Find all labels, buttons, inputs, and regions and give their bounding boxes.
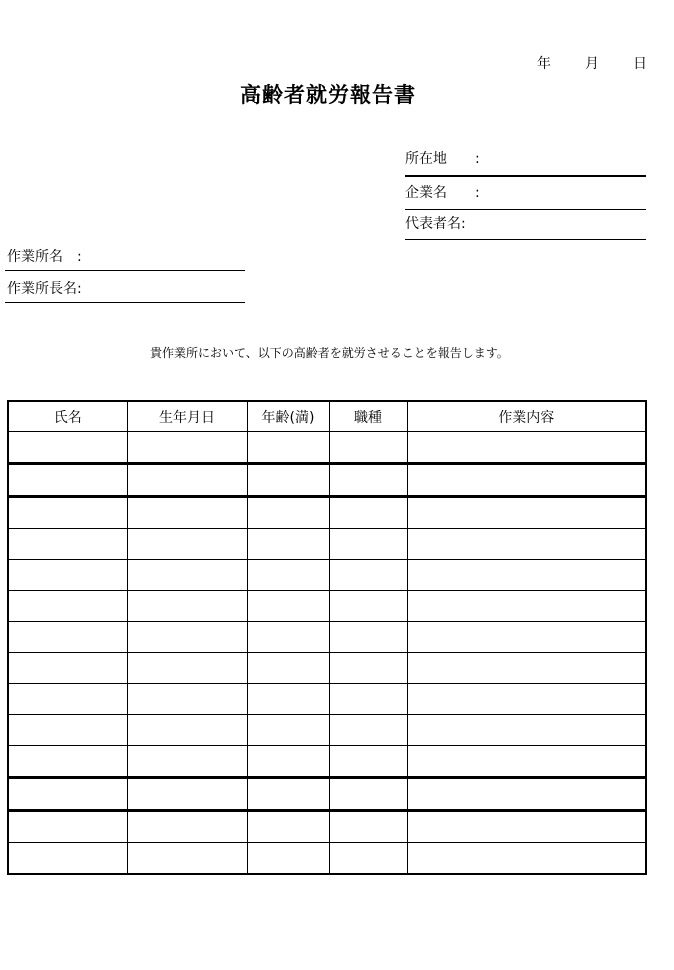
- table-row: [8, 432, 646, 464]
- table-cell[interactable]: [329, 622, 407, 653]
- table-row: [8, 591, 646, 622]
- table-cell[interactable]: [247, 622, 329, 653]
- page-title: 高齢者就労報告書: [240, 83, 416, 107]
- table-cell[interactable]: [247, 843, 329, 875]
- table-cell[interactable]: [407, 622, 646, 653]
- table-cell[interactable]: [8, 843, 127, 875]
- table-cell[interactable]: [8, 591, 127, 622]
- table-cell[interactable]: [329, 529, 407, 560]
- table-cell[interactable]: [407, 529, 646, 560]
- company-name-input-line[interactable]: [405, 209, 646, 210]
- column-header-birthdate: 生年月日: [127, 401, 247, 432]
- column-header-name: 氏名: [8, 401, 127, 432]
- report-statement: 貴作業所において、以下の高齢者を就労させることを報告します。: [150, 346, 509, 360]
- table-cell[interactable]: [247, 591, 329, 622]
- table-cell[interactable]: [329, 715, 407, 746]
- worker-table-body: [8, 432, 646, 875]
- workplace-chief-input-line[interactable]: [5, 302, 245, 303]
- location-input-line[interactable]: [405, 175, 646, 177]
- table-cell[interactable]: [8, 811, 127, 843]
- table-cell[interactable]: [407, 653, 646, 684]
- table-cell[interactable]: [127, 591, 247, 622]
- representative-name-label: 代表者名:: [405, 216, 466, 232]
- table-row: [8, 778, 646, 811]
- table-header-row: [8, 401, 646, 432]
- date-day-label: 日: [633, 56, 647, 72]
- table-cell[interactable]: [407, 715, 646, 746]
- table-row: [8, 622, 646, 653]
- table-cell[interactable]: [329, 464, 407, 497]
- table-cell[interactable]: [407, 746, 646, 778]
- table-cell[interactable]: [127, 715, 247, 746]
- table-cell[interactable]: [8, 715, 127, 746]
- table-cell[interactable]: [8, 497, 127, 529]
- table-row: [8, 843, 646, 875]
- table-cell[interactable]: [127, 746, 247, 778]
- company-name-label: 企業名 :: [405, 185, 480, 201]
- workplace-name-input-line[interactable]: [5, 270, 245, 271]
- table-cell[interactable]: [407, 464, 646, 497]
- table-cell[interactable]: [8, 622, 127, 653]
- table-cell[interactable]: [247, 497, 329, 529]
- table-cell[interactable]: [329, 778, 407, 811]
- table-cell[interactable]: [247, 653, 329, 684]
- table-cell[interactable]: [8, 432, 127, 464]
- table-row: [8, 746, 646, 778]
- table-cell[interactable]: [247, 778, 329, 811]
- table-cell[interactable]: [8, 778, 127, 811]
- table-cell[interactable]: [329, 591, 407, 622]
- table-cell[interactable]: [407, 778, 646, 811]
- table-row: [8, 464, 646, 497]
- table-row: [8, 684, 646, 715]
- table-cell[interactable]: [407, 560, 646, 591]
- table-cell[interactable]: [127, 811, 247, 843]
- table-row: [8, 715, 646, 746]
- table-cell[interactable]: [247, 464, 329, 497]
- table-cell[interactable]: [8, 746, 127, 778]
- table-cell[interactable]: [127, 843, 247, 875]
- table-cell[interactable]: [329, 560, 407, 591]
- table-cell[interactable]: [407, 811, 646, 843]
- table-cell[interactable]: [247, 432, 329, 464]
- date-year-label: 年: [537, 56, 551, 72]
- table-cell[interactable]: [247, 746, 329, 778]
- table-cell[interactable]: [247, 811, 329, 843]
- table-cell[interactable]: [329, 684, 407, 715]
- table-row: [8, 653, 646, 684]
- table-cell[interactable]: [407, 843, 646, 875]
- table-cell[interactable]: [127, 653, 247, 684]
- representative-name-input-line[interactable]: [405, 239, 646, 240]
- table-cell[interactable]: [127, 497, 247, 529]
- table-cell[interactable]: [407, 684, 646, 715]
- column-header-occupation: 職種: [329, 401, 407, 432]
- table-cell[interactable]: [127, 464, 247, 497]
- table-cell[interactable]: [8, 560, 127, 591]
- table-cell[interactable]: [127, 432, 247, 464]
- table-cell[interactable]: [407, 591, 646, 622]
- workplace-chief-label: 作業所長名:: [7, 281, 82, 297]
- table-cell[interactable]: [407, 497, 646, 529]
- table-cell[interactable]: [8, 464, 127, 497]
- worker-table: [7, 400, 647, 875]
- table-cell[interactable]: [127, 560, 247, 591]
- table-row: [8, 497, 646, 529]
- table-row: [8, 811, 646, 843]
- worker-table-wrap: [7, 400, 645, 875]
- table-row: [8, 560, 646, 591]
- column-header-work-description: 作業内容: [407, 401, 646, 432]
- date-month-label: 月: [585, 56, 599, 72]
- table-cell[interactable]: [247, 684, 329, 715]
- location-label: 所在地 :: [405, 151, 480, 167]
- table-cell[interactable]: [8, 653, 127, 684]
- workplace-name-label: 作業所名 :: [7, 249, 82, 265]
- table-cell[interactable]: [247, 529, 329, 560]
- table-cell[interactable]: [247, 715, 329, 746]
- column-header-age: 年齢(満): [247, 401, 329, 432]
- table-row: [8, 529, 646, 560]
- table-cell[interactable]: [329, 653, 407, 684]
- table-cell[interactable]: [127, 684, 247, 715]
- table-cell[interactable]: [329, 497, 407, 529]
- table-cell[interactable]: [127, 778, 247, 811]
- table-cell[interactable]: [127, 529, 247, 560]
- table-cell[interactable]: [329, 432, 407, 464]
- table-cell[interactable]: [247, 560, 329, 591]
- table-cell[interactable]: [127, 622, 247, 653]
- table-cell[interactable]: [329, 746, 407, 778]
- table-cell[interactable]: [329, 811, 407, 843]
- table-cell[interactable]: [8, 684, 127, 715]
- table-cell[interactable]: [329, 843, 407, 875]
- table-cell[interactable]: [8, 529, 127, 560]
- table-cell[interactable]: [407, 432, 646, 464]
